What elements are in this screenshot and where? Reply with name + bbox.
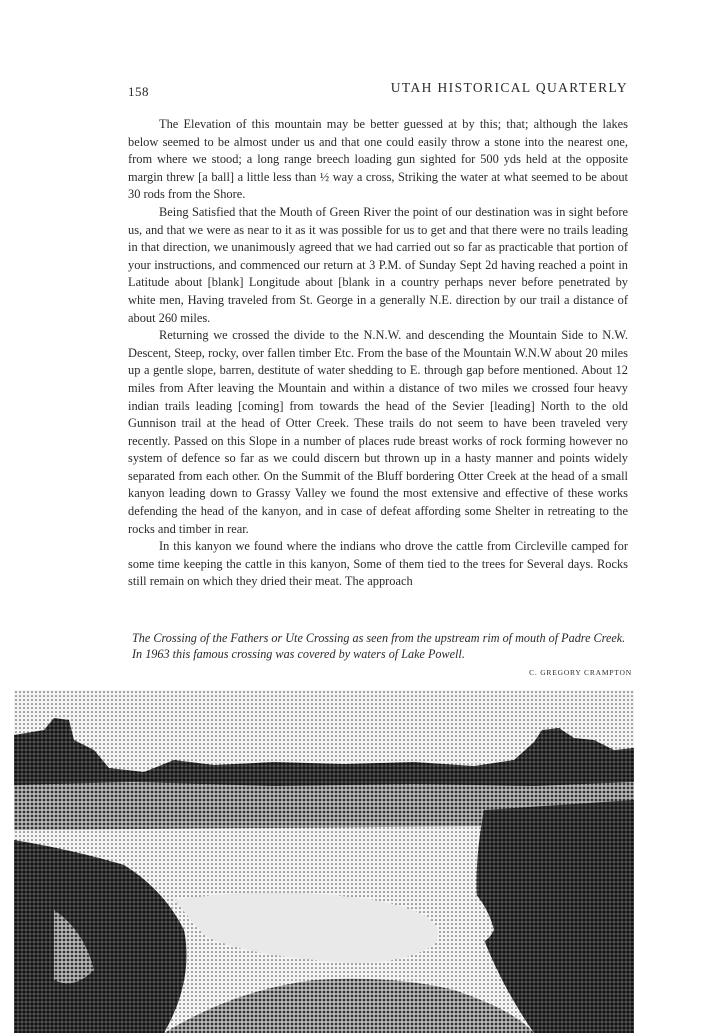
photo-credit: C. GREGORY CRAMPTON [529,668,632,677]
paragraph: Being Satisfied that the Mouth of Green River the point of our destination was in sight before us, and that we were as near to it as it was possible for us to get and that there were no trails leading in that direction, we unanimously agreed that we had carried out so far as practicable that portion of your instructions, and commenced our return at 3 P.M. of Sunday Sept 2d having reached a point in Latitude about [blank] Longitude about [blank in a country perhaps never before penetrated by white men, Having traveled from St. George in a generally N.E. direction by our trail a distance of about 260 miles. [128,204,628,325]
paragraph: The Elevation of this mountain may be better guessed at by this; that; although the lakes below seemed to be almost under us and that one could easily throw a stone into the nearest one, from where we stood; a long range breech loading gun sighted for 500 yds held at the opposite margin threw [a ball] a little less than ½ way a cross, Striking the water at what seemed to be about 30 rods from the Shore. [128,117,628,202]
canyon-photo [14,690,634,1033]
page-number: 158 [128,84,149,99]
paragraph: In this kanyon we found where the indians who drove the cattle from Circleville camped for some time keeping the cattle in this kanyon, Some of them tied to the trees for Several days. Rocks still remain on which they dried their meat. The approach [128,539,628,589]
canyon-photo-image [14,690,634,1033]
running-head: UTAH HISTORICAL QUARTERLY [390,80,628,95]
paragraph: Returning we crossed the divide to the N.N.W. and descending the Mountain Side to N.W. Descent, Steep, rocky, over fallen timber Etc. From the base of the Mountain W.N.W about 20 miles up a gentle slope, barren, destitute of water shedding to E. through gap before mentioned. About 12 miles from After leaving the Mountain and within a distance of two miles we crossed four heavy indian trails leading [coming] from towards the head of the Sevier [leading] North to the old Gunnison trail at the head of Otter Creek. These trails do not seem to have been traveled very recently. Passed on this Slope in a number of places rude breast works of rock forming however no system of defence so far as we could discern but thrown up in a hasty manner and points widely separated from each other. On the Summit of the Bluff bordering Otter Creek at the head of a small kanyon leading down to Grassy Valley we found the most extensive and effective of these works defending the head of the kanyon, and in case of defeat affording some Shelter in retreating to the rocks and timber in rear. [128,328,628,536]
photo-caption: The Crossing of the Fathers or Ute Crossing as seen from the upstream rim of mouth of Padre Creek. In 1963 this famous crossing was covered by waters of Lake Powell. [132,631,626,661]
body-text [128,116,628,591]
page-header [128,80,628,102]
